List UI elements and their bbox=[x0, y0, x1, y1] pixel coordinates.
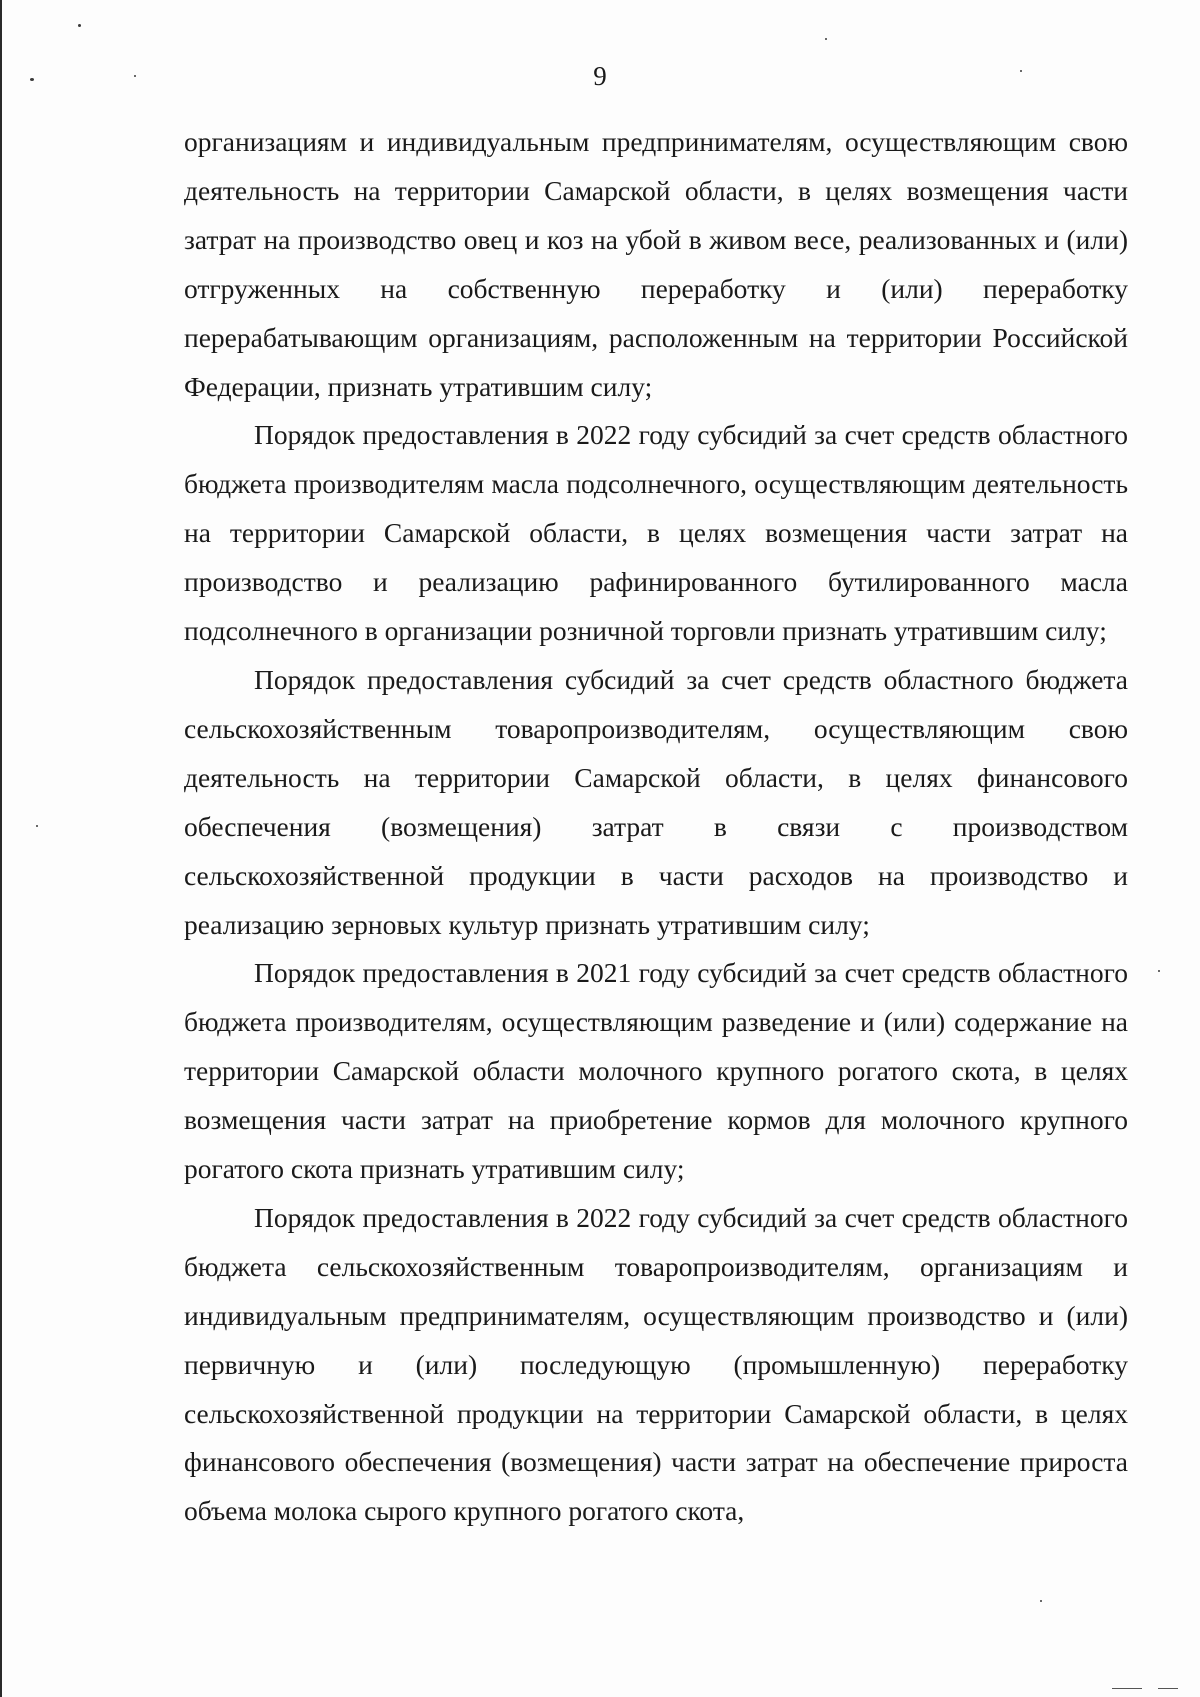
scan-speck bbox=[825, 38, 827, 40]
paragraph-2: Порядок предоставления в 2022 году субсидий за счет средств областного бюджета производителям масла подсолнечного, осуществляющим деятельность на территории Самарской области, в целях возмещения части затрат на производство и реализацию рафинированного бутилированного масла подсолнечного в организации розничной торговли признать утратившим силу; bbox=[184, 419, 1128, 647]
scan-bottom-mark bbox=[1158, 1688, 1178, 1689]
paragraph-4: Порядок предоставления в 2021 году субсидий за счет средств областного бюджета производителям, осуществляющим разведение и (или) содержание на территории Самарской области молочного крупного рогатого скота, в целях возмещения части затрат на приобретение кормов для молочного крупного рогатого скота признать утратившим силу; bbox=[184, 957, 1128, 1185]
paragraph-1: организациям и индивидуальным предпринимателям, осуществляющим свою деятельность на территории Самарской области, в целях возмещения части затрат на производство овец и коз на убой в живом весе, реализованных и (или) отгруженных на собственную переработку и (или) переработку перерабатывающим организациям, расположенным на территории Российской Федерации, признать утратившим силу; bbox=[184, 126, 1128, 402]
page-number: 9 bbox=[593, 61, 607, 91]
scan-speck bbox=[78, 24, 81, 27]
paragraph-5: Порядок предоставления в 2022 году субсидий за счет средств областного бюджета сельскохозяйственным товаропроизводителям, организациям и индивидуальным предпринимателям, осуществляющим производство и (или) первичную и (или) последующую (промышленную) переработку сельскохозяйственной продукции на территории Самарской области, в целях финансового обеспечения (возмещения) части затрат на обеспечение прироста объема молока сырого крупного рогатого скота, bbox=[184, 1201, 1128, 1527]
scan-speck bbox=[36, 825, 38, 827]
scan-speck bbox=[1158, 970, 1160, 972]
scan-speck bbox=[1040, 1600, 1042, 1602]
scan-bottom-mark bbox=[1112, 1688, 1142, 1689]
scan-left-edge bbox=[0, 0, 2, 1697]
paragraph-3: Порядок предоставления субсидий за счет средств областного бюджета сельскохозяйственным товаропроизводителям, осуществляющим свою деятельность на территории Самарской области, в целях финансового обеспечения (возмещения) затрат в связи с производством сельскохозяйственной продукции в части расходов на производство и реализацию зерновых культур признать утратившим силу; bbox=[184, 663, 1128, 940]
document-body bbox=[184, 118, 1128, 1536]
